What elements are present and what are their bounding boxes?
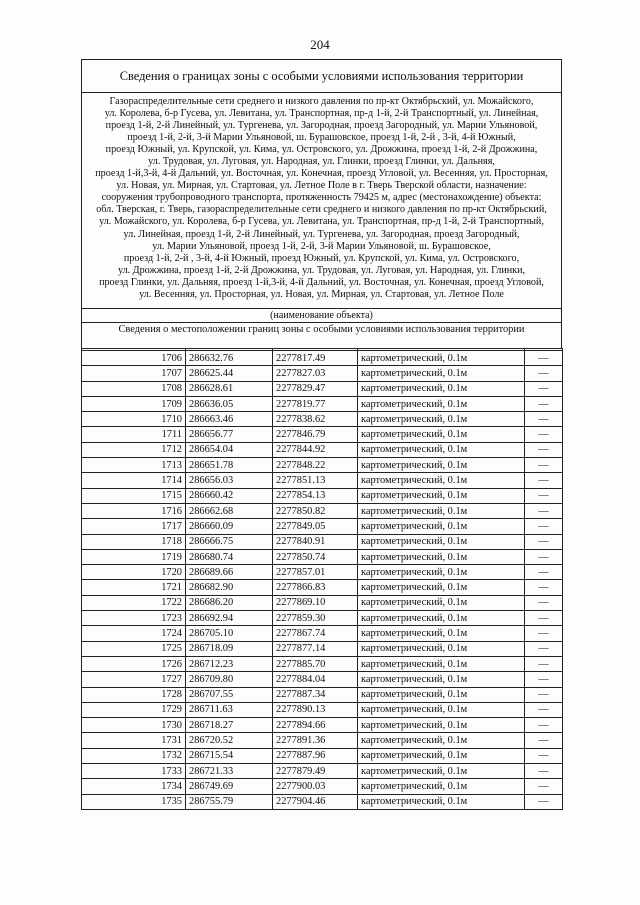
x-coordinate-cell: 286682.90: [186, 580, 273, 595]
description-cell: —: [525, 549, 563, 564]
y-coordinate-cell: 2277829.47: [273, 381, 358, 396]
description-cell: —: [525, 503, 563, 518]
description-line: ул. Дрожжина, проезд 1-й, 2-й Дрожжина, ул. Трудовая, ул. Луговая, ул. Народная, ул. Глинки,: [117, 264, 526, 276]
table-row: [82, 396, 563, 411]
method-cell: картометрический, 0.1м: [358, 580, 525, 595]
object-name-caption: (наименование объекта): [82, 308, 561, 323]
y-coordinate-cell: 2277890.13: [273, 702, 358, 717]
table-row: [82, 381, 563, 396]
method-cell: картометрический, 0.1м: [358, 519, 525, 534]
method-cell: картометрический, 0.1м: [358, 534, 525, 549]
description-cell: —: [525, 381, 563, 396]
y-coordinate-cell: 2277859.30: [273, 611, 358, 626]
table-row: [82, 580, 563, 595]
point-number-cell: 1734: [82, 779, 186, 794]
point-number-cell: 1708: [82, 381, 186, 396]
description-cell: —: [525, 687, 563, 702]
method-cell: картометрический, 0.1м: [358, 687, 525, 702]
point-number-cell: 1714: [82, 473, 186, 488]
x-coordinate-cell: 286715.54: [186, 748, 273, 763]
method-cell: картометрический, 0.1м: [358, 626, 525, 641]
description-line: ул. Королева, б-р Гусева, ул. Левитана, ул. Транспортная, пр-д 1-й, 2-й Транспортный, ул. Линейная,: [104, 108, 539, 120]
description-line: сооружения трубопроводного транспорта, протяженность 79425 м, адрес (местонахождение) объекта:: [101, 192, 542, 204]
x-coordinate-cell: 286625.44: [186, 366, 273, 381]
table-row: [82, 366, 563, 381]
point-number-cell: 1728: [82, 687, 186, 702]
description-cell: —: [525, 611, 563, 626]
description-line: проезд 1-й, 2-й Линейный, ул. Тургенева, ул. Загородная, проезд Загородный, ул. Марии Ульяновой,: [105, 120, 538, 132]
x-coordinate-cell: 286721.33: [186, 764, 273, 779]
table-row: [82, 427, 563, 442]
point-number-cell: 1725: [82, 641, 186, 656]
table-row: [82, 412, 563, 427]
y-coordinate-cell: 2277894.66: [273, 718, 358, 733]
method-cell: картометрический, 0.1м: [358, 442, 525, 457]
point-number-cell: 1709: [82, 396, 186, 411]
table-row: [82, 733, 563, 748]
method-cell: картометрический, 0.1м: [358, 718, 525, 733]
method-cell: картометрический, 0.1м: [358, 488, 525, 503]
description-cell: —: [525, 396, 563, 411]
table-row: [82, 764, 563, 779]
y-coordinate-cell: 2277827.03: [273, 366, 358, 381]
x-coordinate-cell: 286636.05: [186, 396, 273, 411]
point-number-cell: 1720: [82, 565, 186, 580]
description-line: проезд 1-й, 2-й, 3-й Марии Ульяновой, ш. Бурашовское, проезд 1-й, 2-й , 3-й, 4-й Южный,: [127, 132, 516, 144]
x-coordinate-cell: 286709.80: [186, 672, 273, 687]
point-number-cell: 1726: [82, 656, 186, 671]
x-coordinate-cell: 286711.63: [186, 702, 273, 717]
point-number-cell: 1729: [82, 702, 186, 717]
description-line: обл. Тверская, г. Тверь, газораспределительные сети среднего и низкого давления по пр-кт Октябрьский,: [96, 204, 547, 216]
table-row: [82, 611, 563, 626]
y-coordinate-cell: 2277887.34: [273, 687, 358, 702]
x-coordinate-cell: 286689.66: [186, 565, 273, 580]
y-coordinate-cell: 2277869.10: [273, 595, 358, 610]
x-coordinate-cell: 286712.23: [186, 656, 273, 671]
method-cell: картометрический, 0.1м: [358, 412, 525, 427]
x-coordinate-cell: 286718.27: [186, 718, 273, 733]
y-coordinate-cell: 2277840.91: [273, 534, 358, 549]
page-number: 204: [310, 37, 330, 52]
description-cell: —: [525, 473, 563, 488]
x-coordinate-cell: 286656.03: [186, 473, 273, 488]
method-cell: картометрический, 0.1м: [358, 595, 525, 610]
point-number-cell: 1733: [82, 764, 186, 779]
table-row: [82, 565, 563, 580]
method-cell: картометрический, 0.1м: [358, 641, 525, 656]
document-header: [81, 59, 562, 349]
description-cell: —: [525, 733, 563, 748]
coordinates-table: [81, 348, 563, 810]
table-row: [82, 702, 563, 717]
description-cell: —: [525, 534, 563, 549]
point-number-cell: 1712: [82, 442, 186, 457]
method-cell: картометрический, 0.1м: [358, 764, 525, 779]
description-line: ул. Марии Ульяновой, проезд 1-й, 2-й, 3-й Марии Ульяновой, ш. Бурашовское,: [152, 240, 491, 252]
description-cell: —: [525, 442, 563, 457]
point-number-cell: 1719: [82, 549, 186, 564]
table-row: [82, 672, 563, 687]
point-number-cell: 1723: [82, 611, 186, 626]
x-coordinate-cell: 286660.42: [186, 488, 273, 503]
x-coordinate-cell: 286654.04: [186, 442, 273, 457]
description-line: ул. Можайского, ул. Королева, б-р Гусева, ул. Левитана, ул. Транспортная, пр-д 1-й, 2-й Транспортный,: [99, 216, 544, 228]
y-coordinate-cell: 2277866.83: [273, 580, 358, 595]
description-cell: —: [525, 412, 563, 427]
table-row: [82, 503, 563, 518]
y-coordinate-cell: 2277849.05: [273, 519, 358, 534]
x-coordinate-cell: 286632.76: [186, 351, 273, 366]
description-cell: —: [525, 702, 563, 717]
table-row: [82, 626, 563, 641]
x-coordinate-cell: 286663.46: [186, 412, 273, 427]
method-cell: картометрический, 0.1м: [358, 503, 525, 518]
point-number-cell: 1711: [82, 427, 186, 442]
x-coordinate-cell: 286707.55: [186, 687, 273, 702]
table-row: [82, 748, 563, 763]
description-line: Газораспределительные сети среднего и низкого давления по пр-кт Октябрьский, ул. Можайского,: [109, 96, 534, 107]
description-line: ул. Трудовая, ул. Луговая, ул. Народная, ул. Глинки, проезд Глинки, ул. Дальняя,: [148, 156, 495, 168]
description-cell: —: [525, 565, 563, 580]
x-coordinate-cell: 286720.52: [186, 733, 273, 748]
y-coordinate-cell: 2277900.03: [273, 779, 358, 794]
method-cell: картометрический, 0.1м: [358, 549, 525, 564]
y-coordinate-cell: 2277904.46: [273, 794, 358, 809]
description-line: ул. Весенняя, ул. Просторная, ул. Новая, ул. Мирная, ул. Стартовая, ул. Летное Поле: [139, 288, 504, 300]
point-number-cell: 1732: [82, 748, 186, 763]
y-coordinate-cell: 2277851.13: [273, 473, 358, 488]
method-cell: картометрический, 0.1м: [358, 366, 525, 381]
y-coordinate-cell: 2277850.74: [273, 549, 358, 564]
y-coordinate-cell: 2277817.49: [273, 351, 358, 366]
method-cell: картометрический, 0.1м: [358, 748, 525, 763]
y-coordinate-cell: 2277887.96: [273, 748, 358, 763]
point-number-cell: 1707: [82, 366, 186, 381]
x-coordinate-cell: 286718.09: [186, 641, 273, 656]
description-cell: —: [525, 458, 563, 473]
method-cell: картометрический, 0.1м: [358, 351, 525, 366]
point-number-cell: 1724: [82, 626, 186, 641]
y-coordinate-cell: 2277877.14: [273, 641, 358, 656]
y-coordinate-cell: 2277844.92: [273, 442, 358, 457]
description-line: проезд 1-й,3-й, 4-й Дальний, ул. Восточная, ул. Конечная, проезд Угловой, ул. Весенняя, ул. Просторная,: [95, 168, 548, 180]
table-row: [82, 488, 563, 503]
description-cell: —: [525, 641, 563, 656]
point-number-cell: 1727: [82, 672, 186, 687]
method-cell: картометрический, 0.1м: [358, 672, 525, 687]
y-coordinate-cell: 2277850.82: [273, 503, 358, 518]
description-cell: —: [525, 764, 563, 779]
method-cell: картометрический, 0.1м: [358, 656, 525, 671]
x-coordinate-cell: 286686.20: [186, 595, 273, 610]
description-line: проезд Южный, ул. Крупской, ул. Кима, ул. Островского, ул. Дрожжина, проезд 1-й, 2-й Дрожжина,: [105, 144, 538, 156]
point-number-cell: 1706: [82, 351, 186, 366]
method-cell: картометрический, 0.1м: [358, 473, 525, 488]
point-number-cell: 1717: [82, 519, 186, 534]
description-cell: —: [525, 595, 563, 610]
point-number-cell: 1730: [82, 718, 186, 733]
table-row: [82, 458, 563, 473]
y-coordinate-cell: 2277857.01: [273, 565, 358, 580]
method-cell: картометрический, 0.1м: [358, 381, 525, 396]
description-cell: —: [525, 488, 563, 503]
location-caption: Сведения о местоположении границ зоны с особыми условиями использования территории: [118, 324, 525, 335]
method-cell: картометрический, 0.1м: [358, 565, 525, 580]
point-number-cell: 1721: [82, 580, 186, 595]
table-row: [82, 656, 563, 671]
x-coordinate-cell: 286680.74: [186, 549, 273, 564]
description-cell: —: [525, 580, 563, 595]
point-number-cell: 1735: [82, 794, 186, 809]
description-line: проезд Глинки, ул. Дальняя, проезд 1-й,3-й, 4-й Дальний, ул. Восточная, ул. Конечная, проезд Угловой,: [99, 276, 544, 288]
x-coordinate-cell: 286651.78: [186, 458, 273, 473]
description-line: проезд 1-й, 2-й , 3-й, 4-й Южный, проезд Южный, ул. Крупской, ул. Кима, ул. Островского,: [123, 252, 520, 264]
description-cell: —: [525, 626, 563, 641]
method-cell: картометрический, 0.1м: [358, 794, 525, 809]
table-row: [82, 351, 563, 366]
x-coordinate-cell: 286656.77: [186, 427, 273, 442]
description-cell: —: [525, 672, 563, 687]
point-number-cell: 1710: [82, 412, 186, 427]
x-coordinate-cell: 286755.79: [186, 794, 273, 809]
table-row: [82, 473, 563, 488]
x-coordinate-cell: 286666.75: [186, 534, 273, 549]
y-coordinate-cell: 2277885.70: [273, 656, 358, 671]
table-row: [82, 549, 563, 564]
table-row: [82, 534, 563, 549]
x-coordinate-cell: 286692.94: [186, 611, 273, 626]
method-cell: картометрический, 0.1м: [358, 458, 525, 473]
point-number-cell: 1722: [82, 595, 186, 610]
point-number-cell: 1715: [82, 488, 186, 503]
y-coordinate-cell: 2277819.77: [273, 396, 358, 411]
description-line: ул. Линейная, проезд 1-й, 2-й Линейный, ул. Тургенева, ул. Загородная, проезд Загородный,: [123, 228, 520, 240]
description-cell: —: [525, 366, 563, 381]
description-cell: —: [525, 779, 563, 794]
table-row: [82, 641, 563, 656]
y-coordinate-cell: 2277838.62: [273, 412, 358, 427]
table-row: [82, 595, 563, 610]
x-coordinate-cell: 286705.10: [186, 626, 273, 641]
y-coordinate-cell: 2277848.22: [273, 458, 358, 473]
table-row: [82, 718, 563, 733]
method-cell: картометрический, 0.1м: [358, 779, 525, 794]
table-row: [82, 519, 563, 534]
x-coordinate-cell: 286628.61: [186, 381, 273, 396]
table-row: [82, 794, 563, 809]
point-number-cell: 1731: [82, 733, 186, 748]
table-row: [82, 442, 563, 457]
method-cell: картометрический, 0.1м: [358, 702, 525, 717]
table-row: [82, 687, 563, 702]
y-coordinate-cell: 2277846.79: [273, 427, 358, 442]
x-coordinate-cell: 286749.69: [186, 779, 273, 794]
y-coordinate-cell: 2277891.36: [273, 733, 358, 748]
document-title: Сведения о границах зоны с особыми условиями использования территории: [82, 60, 561, 93]
method-cell: картометрический, 0.1м: [358, 396, 525, 411]
description-cell: —: [525, 656, 563, 671]
description-cell: —: [525, 748, 563, 763]
description-cell: —: [525, 351, 563, 366]
table-row: [82, 779, 563, 794]
point-number-cell: 1713: [82, 458, 186, 473]
method-cell: картометрический, 0.1м: [358, 611, 525, 626]
description-cell: —: [525, 718, 563, 733]
y-coordinate-cell: 2277854.13: [273, 488, 358, 503]
description-cell: —: [525, 794, 563, 809]
description-cell: —: [525, 427, 563, 442]
x-coordinate-cell: 286660.09: [186, 519, 273, 534]
point-number-cell: 1716: [82, 503, 186, 518]
y-coordinate-cell: 2277884.04: [273, 672, 358, 687]
method-cell: картометрический, 0.1м: [358, 427, 525, 442]
description-line: ул. Новая, ул. Мирная, ул. Стартовая, ул. Летное Поле в г. Тверь Тверской области, назначение:: [116, 180, 527, 192]
y-coordinate-cell: 2277867.74: [273, 626, 358, 641]
point-number-cell: 1718: [82, 534, 186, 549]
method-cell: картометрический, 0.1м: [358, 733, 525, 748]
y-coordinate-cell: 2277879.49: [273, 764, 358, 779]
object-description: [82, 93, 561, 301]
x-coordinate-cell: 286662.68: [186, 503, 273, 518]
description-cell: —: [525, 519, 563, 534]
